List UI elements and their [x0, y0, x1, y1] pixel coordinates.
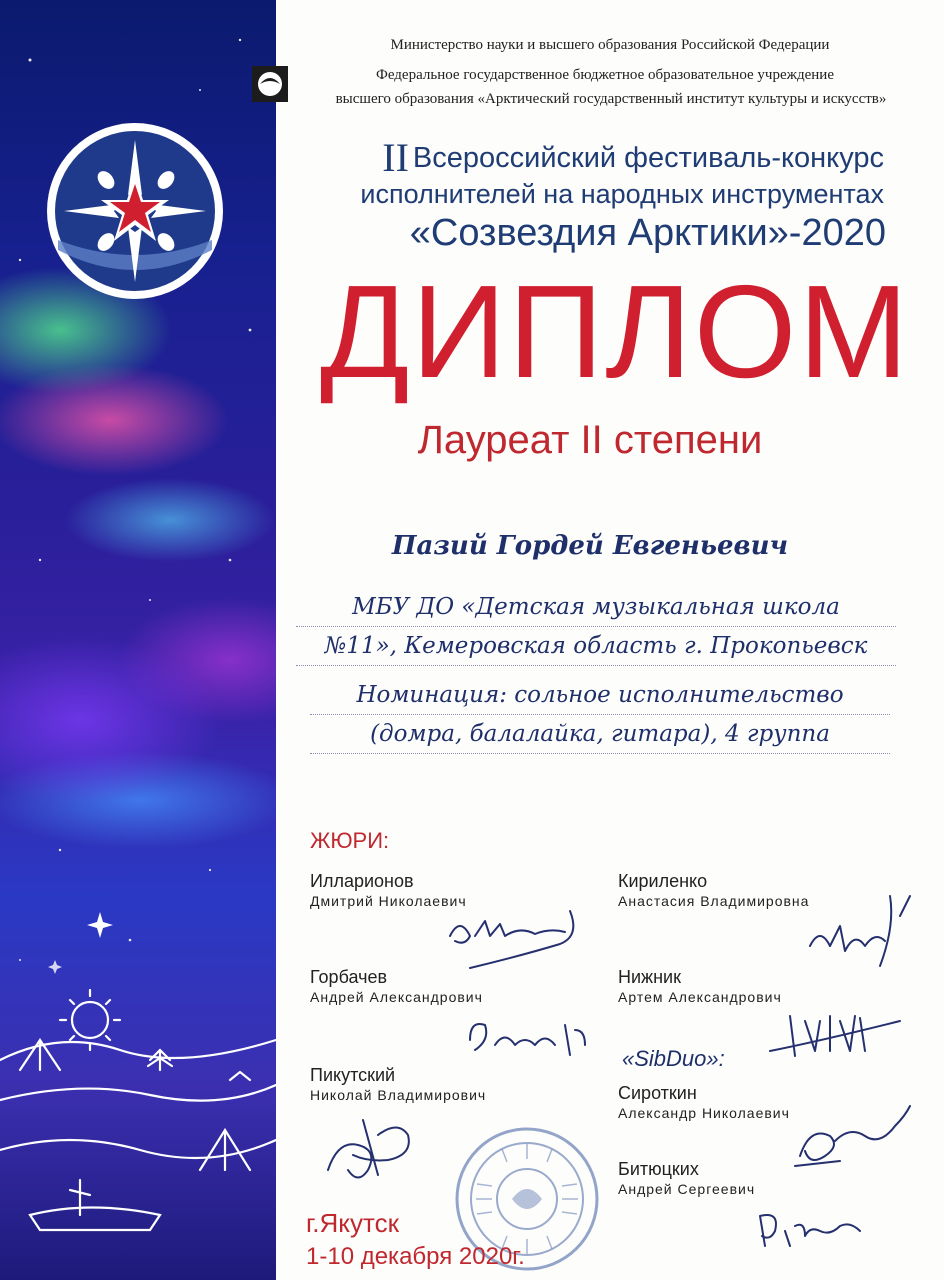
institution-line-2: высшего образования «Арктический государственный институт культуры и искусств»: [335, 91, 887, 107]
jury-given-name: Андрей Сергеевич: [618, 1181, 756, 1197]
jury-surname: Битюцких: [618, 1159, 699, 1179]
signature-pikutsky: [318, 1100, 428, 1190]
jury-title: ЖЮРИ:: [310, 828, 390, 853]
diploma-title: ДИПЛОМ: [320, 258, 911, 405]
signature-sirotkin: [780, 1096, 920, 1176]
institute-emblem: [252, 66, 288, 102]
jury-surname: Сироткин: [618, 1083, 697, 1103]
jury-given-name: Андрей Александрович: [310, 989, 483, 1005]
jury-member: [310, 1064, 486, 1104]
city: г.Якутск: [306, 1208, 399, 1238]
jury-given-name: Дмитрий Николаевич: [310, 893, 467, 909]
event-dates: 1-10 декабря 2020г.: [306, 1243, 525, 1270]
recipient-school: [296, 588, 896, 666]
festival-line-2: исполнителей на народных инструментах: [360, 179, 884, 209]
institution-line-1: Федеральное государственное бюджетное образовательное учреждение: [375, 67, 834, 83]
nomination-line-1: Номинация: сольное исполнительство: [310, 676, 890, 715]
jury-surname: Кириленко: [618, 871, 708, 891]
jury-surname: Нижник: [618, 967, 681, 987]
jury-surname: Илларионов: [310, 871, 414, 891]
nomination-line-2: (домра, балалайка, гитара), 4 группа: [310, 715, 890, 754]
jury-member: [618, 1082, 790, 1122]
jury-group-label: «SibDuo»:: [622, 1046, 725, 1071]
signature-illarionov: [440, 896, 590, 976]
jury-given-name: Николай Владимирович: [310, 1087, 487, 1103]
jury-member: [618, 966, 782, 1006]
jury-given-name: Александр Николаевич: [618, 1105, 790, 1121]
signature-gorbachev: [460, 1010, 600, 1070]
jury-member: [618, 1158, 755, 1198]
award-title: Лауреат II степени: [417, 418, 763, 462]
signature-bityutskih: [750, 1196, 870, 1256]
signature-nizhnik: [760, 996, 910, 1066]
jury-given-name: Артем Александрович: [618, 989, 782, 1005]
edition-roman: II: [382, 135, 409, 180]
recipient-name: Пазий Гордей Евгеньевич: [391, 531, 789, 561]
festival-logo: [44, 120, 226, 302]
school-line-1: МБУ ДО «Детская музыкальная школа: [296, 588, 896, 627]
ministry-line: Министерство науки и высшего образования Российской Федерации: [390, 37, 830, 53]
jury-surname: Пикутский: [310, 1065, 396, 1085]
jury-member: [618, 870, 809, 910]
festival-line-1-text: Всероссийский фестиваль-конкурс: [412, 142, 884, 174]
jury-given-name: Анастасия Владимировна: [618, 893, 810, 909]
jury-surname: Горбачев: [310, 967, 388, 987]
festival-line-3: «Созвездия Арктики»-2020: [409, 212, 886, 254]
school-line-2: №11», Кемеровская область г. Прокопьевск: [296, 627, 896, 666]
festival-line-1: [324, 135, 884, 180]
recipient-nomination: [310, 676, 890, 754]
signature-kirilenko: [800, 886, 920, 976]
